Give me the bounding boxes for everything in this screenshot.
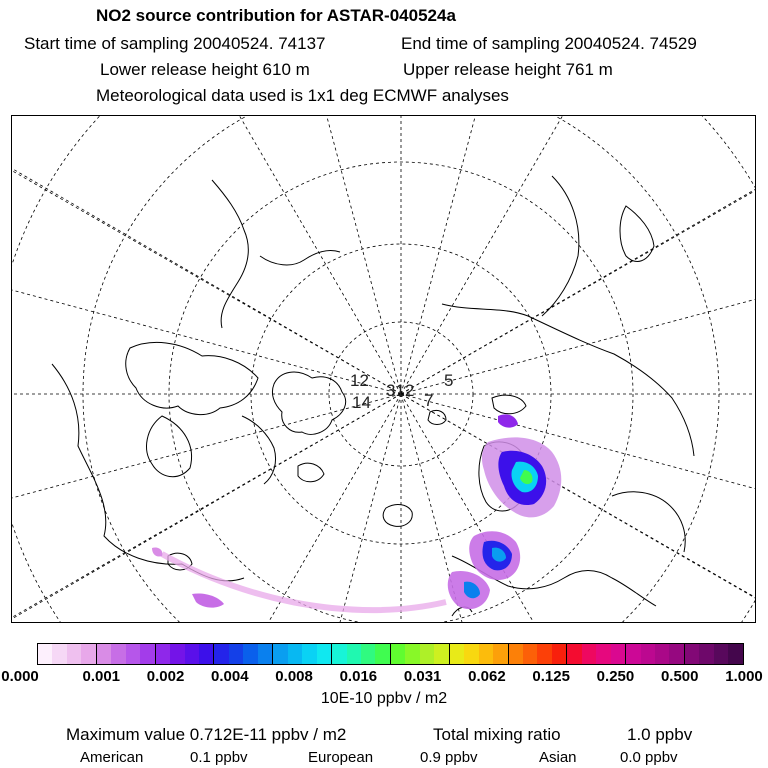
colorbar-cell bbox=[156, 644, 170, 664]
european-value: 0.9 ppbv bbox=[420, 749, 478, 766]
colorbar-tick-label: 0.004 bbox=[211, 668, 249, 685]
pole-label: 12 bbox=[350, 371, 369, 390]
meridian bbox=[48, 394, 401, 623]
plot-title: NO2 source contribution for ASTAR-040524a bbox=[96, 6, 456, 25]
american-label: American bbox=[80, 749, 144, 766]
colorbar-tick-label: 0.000 bbox=[1, 668, 39, 685]
coastlines bbox=[52, 176, 694, 616]
meridian bbox=[401, 394, 756, 584]
plume-tail-west bbox=[192, 593, 224, 607]
colorbar-cell bbox=[552, 644, 567, 664]
meridians bbox=[12, 116, 756, 623]
start-time-label: Start time of sampling 20040524. 74137 bbox=[24, 34, 326, 53]
colorbar-cell bbox=[111, 644, 125, 664]
colorbar-cell bbox=[450, 644, 464, 664]
hudson-bay-coast bbox=[147, 416, 192, 477]
plume-small-patch bbox=[498, 414, 518, 427]
colorbar-cell bbox=[185, 644, 199, 664]
colorbar-cell bbox=[537, 644, 551, 664]
colorbar-tick-label: 0.500 bbox=[660, 668, 699, 685]
meridian bbox=[12, 394, 401, 584]
colorbar-cell bbox=[97, 644, 111, 664]
colorbar-cell bbox=[420, 644, 434, 664]
colorbar-cell bbox=[347, 644, 361, 664]
colorbar-cell bbox=[52, 644, 66, 664]
colorbar-cell bbox=[332, 644, 346, 664]
kamchatka-coast bbox=[620, 206, 654, 261]
colorbar-cell bbox=[655, 644, 669, 664]
colorbar-cell bbox=[685, 644, 699, 664]
colorbar-cell bbox=[214, 644, 228, 664]
max-value-label: Maximum value 0.712E-11 ppbv / m2 bbox=[66, 725, 347, 744]
asian-label: Asian bbox=[539, 749, 577, 766]
colorbar-cell bbox=[567, 644, 581, 664]
colorbar-cell bbox=[317, 644, 332, 664]
latitude-circles bbox=[12, 116, 756, 623]
colorbar-tick-label: 0.001 bbox=[82, 668, 121, 685]
colorbar-tick-label: 0.002 bbox=[146, 668, 185, 685]
colorbar-unit-label: 10E-10 ppbv / m2 bbox=[320, 690, 448, 707]
colorbar-cell bbox=[81, 644, 96, 664]
meridian bbox=[401, 116, 754, 394]
colorbar-cell bbox=[302, 644, 316, 664]
colorbar-cell bbox=[126, 644, 140, 664]
colorbar-cell bbox=[288, 644, 302, 664]
colorbar-cell bbox=[582, 644, 596, 664]
european-label: European bbox=[308, 749, 374, 766]
colorbar-tick-label: 0.008 bbox=[275, 668, 313, 685]
colorbar-tick-label: 0.016 bbox=[339, 668, 378, 685]
colorbar-cell bbox=[199, 644, 214, 664]
meridian bbox=[211, 116, 401, 394]
colorbar-cell bbox=[509, 644, 523, 664]
lower-release-height-label: Lower release height 610 m bbox=[100, 60, 310, 79]
colorbar-cell bbox=[375, 644, 390, 664]
colorbar-tick-label: 0.062 bbox=[468, 668, 506, 685]
colorbar-cell bbox=[493, 644, 508, 664]
colorbar-tick-label: 0.250 bbox=[596, 668, 635, 685]
meridian bbox=[48, 116, 401, 394]
meridian bbox=[401, 394, 591, 623]
map-canvas bbox=[12, 116, 756, 623]
colorbar-cell bbox=[140, 644, 155, 664]
iceland-coast bbox=[383, 505, 412, 527]
asian-value: 0.0 ppbv bbox=[620, 749, 678, 766]
pole-label: 14 bbox=[352, 393, 371, 412]
colorbar-cell bbox=[699, 644, 713, 664]
meridian bbox=[12, 394, 401, 623]
colorbar-cell bbox=[523, 644, 537, 664]
total-mixing-value: 1.0 ppbv bbox=[627, 725, 693, 744]
colorbar-cell bbox=[170, 644, 184, 664]
svalbard-coast bbox=[428, 410, 446, 424]
colorbar-cell bbox=[434, 644, 449, 664]
american-value: 0.1 ppbv bbox=[190, 749, 248, 766]
total-mixing-label: Total mixing ratio bbox=[433, 725, 561, 744]
novaya-zemlya-coast bbox=[492, 395, 526, 414]
latitude-circle bbox=[12, 116, 756, 623]
colorbar-tick-label: 1.000 bbox=[725, 668, 763, 685]
upper-release-height-label: Upper release height 761 m bbox=[403, 60, 613, 79]
colorbar-cell bbox=[596, 644, 610, 664]
arctic-islands bbox=[298, 463, 324, 482]
pole-label: 312 bbox=[386, 381, 415, 400]
colorbar-cell bbox=[391, 644, 405, 664]
alaska-coast bbox=[212, 180, 248, 328]
met-data-label: Meteorological data used is 1x1 deg ECMWF analyses bbox=[96, 86, 509, 105]
colorbar-cell bbox=[229, 644, 243, 664]
greenland-coast bbox=[272, 372, 345, 434]
colorbar-cell bbox=[626, 644, 640, 664]
north-america-coast bbox=[52, 364, 244, 581]
colorbar-tick-label: 0.031 bbox=[403, 668, 442, 685]
map-panel bbox=[11, 115, 756, 623]
colorbar-cell bbox=[728, 644, 742, 664]
end-time-label: End time of sampling 20040524. 74529 bbox=[401, 34, 697, 53]
colorbar-cell bbox=[67, 644, 81, 664]
colorbar-cell bbox=[405, 644, 419, 664]
colorbar-cell bbox=[258, 644, 273, 664]
siberia-coast bbox=[442, 304, 694, 456]
pole-label: 7 bbox=[424, 391, 434, 410]
pole-label: 5 bbox=[444, 371, 454, 390]
colorbar bbox=[37, 643, 744, 665]
greenland-west-coast bbox=[242, 416, 276, 484]
colorbar-cell bbox=[641, 644, 655, 664]
canadian-arctic-coast bbox=[126, 342, 258, 414]
meridian bbox=[12, 204, 401, 394]
colorbar-cell bbox=[464, 644, 478, 664]
colorbar-tick-label: 0.125 bbox=[532, 668, 570, 685]
colorbar-cell bbox=[38, 644, 52, 664]
colorbar-cell bbox=[714, 644, 728, 664]
meridian bbox=[12, 394, 401, 623]
colorbar-cell bbox=[611, 644, 626, 664]
pole-labels bbox=[350, 371, 453, 412]
colorbar-cell bbox=[243, 644, 257, 664]
russia-inland-coast bbox=[612, 492, 685, 552]
colorbar-cell bbox=[361, 644, 375, 664]
plume-speck bbox=[152, 547, 162, 556]
meridian bbox=[401, 116, 591, 394]
colorbar-cell bbox=[273, 644, 287, 664]
colorbar-cell bbox=[479, 644, 493, 664]
colorbar-cell bbox=[669, 644, 684, 664]
